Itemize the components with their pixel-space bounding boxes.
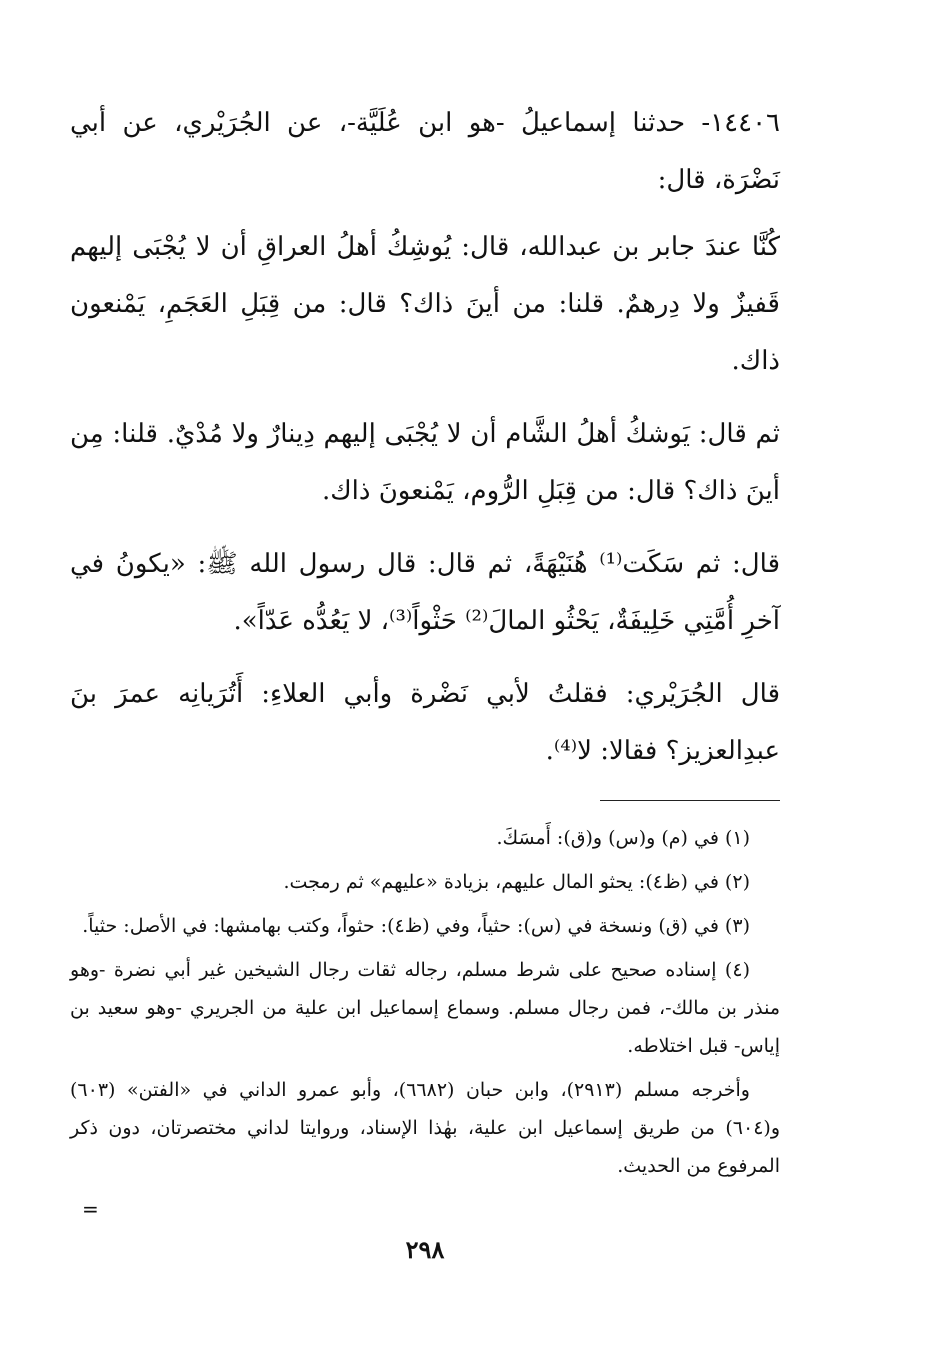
footnote: (٢) في (ظ٤): يحثو المال عليهم، بزيادة «عليهم» ثم رمجت. <box>283 871 750 893</box>
footnote-separator <box>600 800 780 801</box>
hadith-paragraph: قال: ثم سَكَت⁽¹⁾ هُنَيْهَةً، ثم قال: قال رسول الله ﷺ: «يكونُ في آخرِ أُمَّتِي خَلِيفَةٌ، يَحْثُو المالَ⁽²⁾ حَثْواً⁽³⁾، لا يَعُدُّه عَدّاً». <box>70 549 780 636</box>
hadith-text <box>70 95 780 780</box>
footnote: (٤) إسناده صحيح على شرط مسلم، رجاله ثقات رجال الشيخين غير أبي نضرة -وهو منذر بن مالك-، فمن رجال مسلم. وسماع إسماعيل ابن علية من الجريري -وهو سعيد بن إياس- قبل اختلاطه. <box>70 959 780 1057</box>
hadith-paragraph: ثم قال: يَوشكُ أهلُ الشَّام أن لا يُجْبَى إليهم دِينارٌ ولا مُدْيٌ. قلنا: مِن أينَ ذاك؟ قال: من قِبَلِ الرُّوم، يَمْنعونَ ذاك. <box>70 419 780 506</box>
footnote: (١) في (م) و(س) و(ق): أَمسَكَ. <box>496 827 750 849</box>
footnote: (٣) في (ق) ونسخة في (س): حثياً، وفي (ظ٤): حثواً، وكتب بهامشها: في الأصل: حثياً. <box>82 915 750 937</box>
document-page <box>70 95 780 1315</box>
hadith-isnad-paragraph: ١٤٤٠٦- حدثنا إسماعيلُ -هو ابن عُلَيَّة-، عن الجُرَيْري، عن أبي نَضْرَة، قال: <box>70 108 780 195</box>
footnotes <box>70 819 780 1185</box>
page-number: ٢٩٨ <box>405 1235 445 1264</box>
continuation-mark: = <box>82 1197 99 1221</box>
hadith-paragraph: قال الجُرَيْري: فقلتُ لأبي نَضْرة وأبي العلاءِ: أَتُرَيانِه عمرَ بنَ عبدِالعزيز؟ فقالا: لا⁽⁴⁾. <box>70 679 780 766</box>
hadith-paragraph: كُنَّا عندَ جابر بن عبدالله، قال: يُوشِكُ أهلُ العراقِ أن لا يُجْبَى إليهم قَفيزٌ ولا دِرهمٌ. قلنا: من أينَ ذاك؟ قال: من قِبَلِ العَجَمِ، يَمْنعون ذاك. <box>70 232 780 376</box>
footnote: وأخرجه مسلم (٢٩١٣)، وابن حبان (٦٦٨٢)، وأبو عمرو الداني في «الفتن» (٦٠٣) و(٦٠٤) من طريق إسماعيل ابن علية، بهٰذا الإسناد، وروايتا لداني مختصرتان، دون ذكر المرفوع من الحديث. <box>70 1079 780 1177</box>
